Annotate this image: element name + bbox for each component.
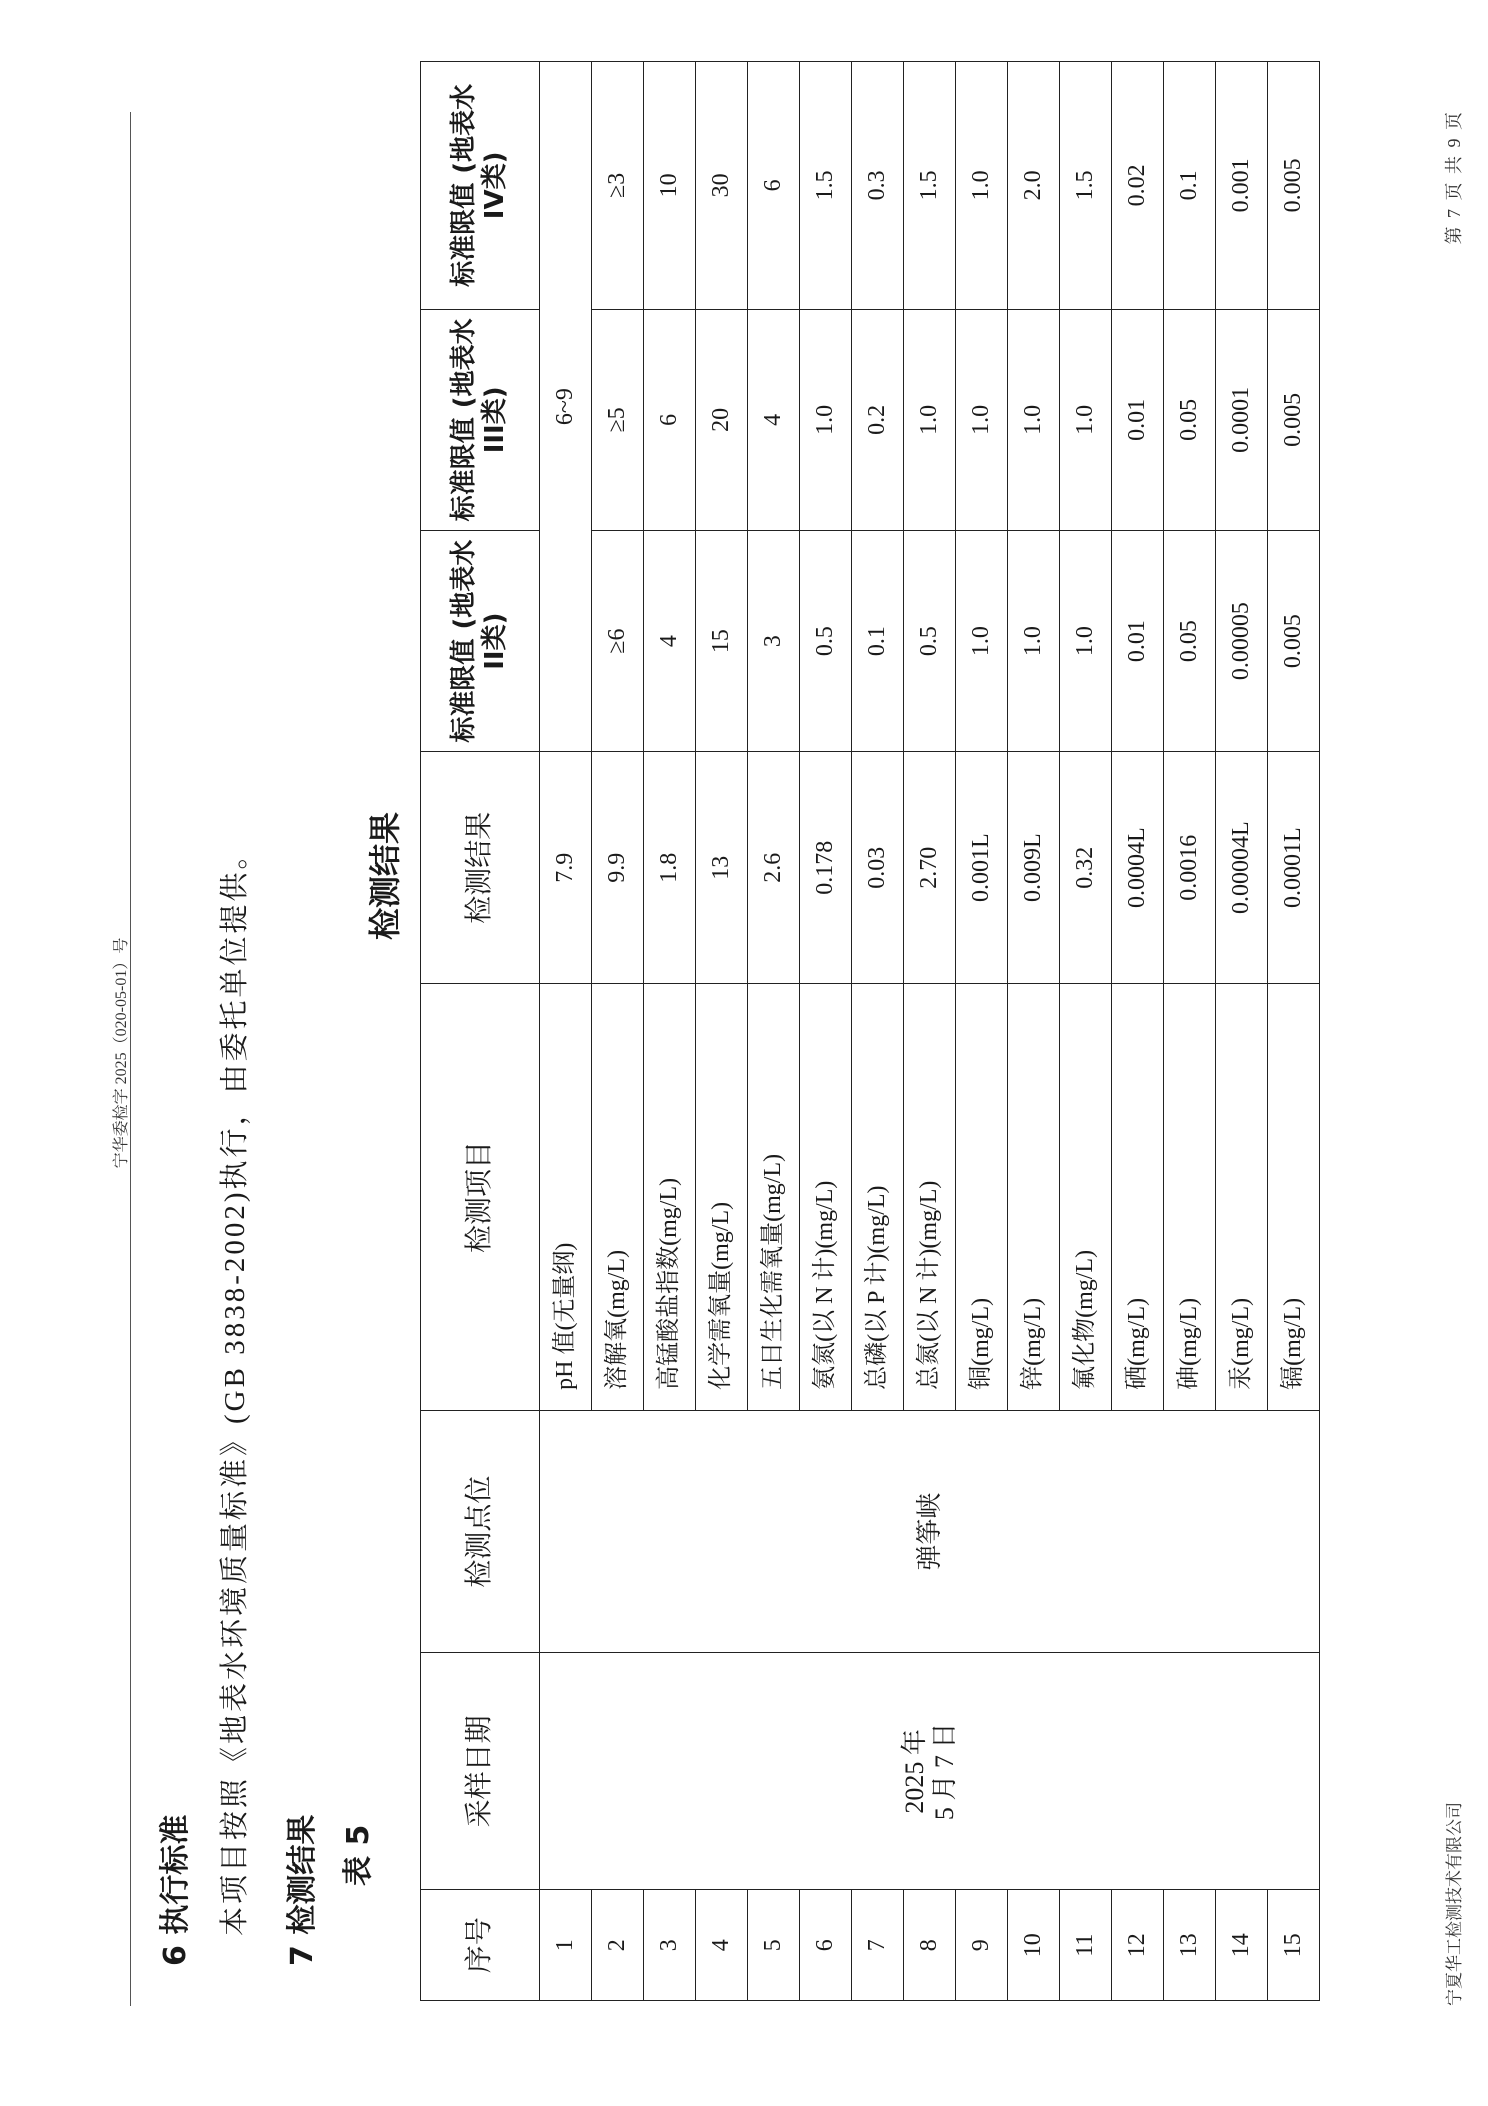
row-result: 2.6 (748, 752, 800, 984)
ph-limit-cell: 6~9 (540, 62, 592, 752)
row-result: 0.0001L (1268, 752, 1320, 984)
row-std-class-2: 0.01 (1112, 530, 1164, 751)
header-result: 检测结果 (421, 752, 540, 984)
row-std-class-3: 1.0 (1008, 309, 1060, 530)
header-std-class-2: 标准限值 (地表水 II类) (421, 530, 540, 751)
row-seq: 9 (956, 1890, 1008, 2001)
row-std-class-3: 0.01 (1112, 309, 1164, 530)
header-date: 采样日期 (421, 1653, 540, 1890)
row-item: 砷(mg/L) (1164, 984, 1216, 1411)
row-std-class-4: 0.3 (852, 62, 904, 310)
row-std-class-4: 1.5 (904, 62, 956, 310)
row-std-class-4: 0.005 (1268, 62, 1320, 310)
row-item: 汞(mg/L) (1216, 984, 1268, 1411)
table-header-row (421, 62, 540, 2001)
row-item: 硒(mg/L) (1112, 984, 1164, 1411)
row-std-class-2: 3 (748, 530, 800, 751)
row-std-class-2: 0.5 (800, 530, 852, 751)
row-seq: 1 (540, 1890, 592, 2001)
row-std-class-4: ≥3 (592, 62, 644, 310)
row-seq: 12 (1112, 1890, 1164, 2001)
row-item: 溶解氧(mg/L) (592, 984, 644, 1411)
row-result: 0.03 (852, 752, 904, 984)
row-result: 0.009L (1008, 752, 1060, 984)
sampling-date-day: 5 月 7 日 (929, 1722, 959, 1821)
row-seq: 13 (1164, 1890, 1216, 2001)
footer-page-number: 第 7 页 共 9 页 (1444, 110, 1464, 245)
row-item: 铜(mg/L) (956, 984, 1008, 1411)
table-body (540, 62, 1320, 2001)
row-std-class-4: 0.02 (1112, 62, 1164, 310)
row-seq: 11 (1060, 1890, 1112, 2001)
row-std-class-3: 1.0 (956, 309, 1008, 530)
row-std-class-2: 1.0 (956, 530, 1008, 751)
row-std-class-2: 15 (696, 530, 748, 751)
row-std-class-2: 0.5 (904, 530, 956, 751)
row-std-class-2: 0.05 (1164, 530, 1216, 751)
row-result: 13 (696, 752, 748, 984)
row-std-class-2: 1.0 (1008, 530, 1060, 751)
row-seq: 15 (1268, 1890, 1320, 2001)
row-std-class-2: 0.005 (1268, 530, 1320, 751)
row-std-class-2: ≥6 (592, 530, 644, 751)
site-cell: 弹筝峡 (540, 1410, 1320, 1652)
row-std-class-3: 0.2 (852, 309, 904, 530)
row-result: 0.0016 (1164, 752, 1216, 984)
row-item: 总氮(以 N 计)(mg/L) (904, 984, 956, 1411)
header-site: 检测点位 (421, 1410, 540, 1652)
row-result: 0.0004L (1112, 752, 1164, 984)
row-std-class-3: 6 (644, 309, 696, 530)
row-item: 氨氮(以 N 计)(mg/L) (800, 984, 852, 1411)
row-seq: 4 (696, 1890, 748, 2001)
row-std-class-4: 6 (748, 62, 800, 310)
row-std-class-4: 0.1 (1164, 62, 1216, 310)
row-std-class-2: 0.1 (852, 530, 904, 751)
row-result: 1.8 (644, 752, 696, 984)
header-seq: 序号 (421, 1890, 540, 2001)
row-std-class-4: 10 (644, 62, 696, 310)
sampling-date-cell (540, 1653, 1320, 1890)
results-table (420, 61, 1320, 2001)
row-result: 0.00004L (1216, 752, 1268, 984)
row-std-class-3: 1.0 (904, 309, 956, 530)
row-std-class-3: 1.0 (1060, 309, 1112, 530)
row-item: pH 值(无量纲) (540, 984, 592, 1411)
footer-company: 宁夏华工检测技术有限公司 (1445, 1802, 1464, 2006)
row-std-class-4: 2.0 (1008, 62, 1060, 310)
row-item: 五日生化需氧量(mg/L) (748, 984, 800, 1411)
row-std-class-4: 1.0 (956, 62, 1008, 310)
section-6-heading: 6 执行标准 (158, 1814, 193, 1966)
header-item: 检测项目 (421, 984, 540, 1411)
row-result: 0.178 (800, 752, 852, 984)
section-6-text: 本项目按照《地表水环境质量标准》(GB 3838-2002)执行，由委托单位提供。 (219, 837, 251, 1936)
row-seq: 3 (644, 1890, 696, 2001)
row-result: 2.70 (904, 752, 956, 984)
row-std-class-4: 1.5 (800, 62, 852, 310)
table-row (540, 62, 592, 2001)
row-seq: 6 (800, 1890, 852, 2001)
row-item: 氟化物(mg/L) (1060, 984, 1112, 1411)
row-seq: 14 (1216, 1890, 1268, 2001)
row-item: 镉(mg/L) (1268, 984, 1320, 1411)
row-item: 锌(mg/L) (1008, 984, 1060, 1411)
header-divider (130, 112, 131, 2006)
row-std-class-4: 0.001 (1216, 62, 1268, 310)
row-seq: 7 (852, 1890, 904, 2001)
row-seq: 2 (592, 1890, 644, 2001)
row-result: 9.9 (592, 752, 644, 984)
row-std-class-3: 1.0 (800, 309, 852, 530)
row-std-class-3: 0.0001 (1216, 309, 1268, 530)
row-std-class-4: 1.5 (1060, 62, 1112, 310)
row-result: 7.9 (540, 752, 592, 984)
header-std-class-4: 标准限值 (地表水 IV类) (421, 62, 540, 310)
table-label: 表 5 (341, 1824, 376, 1886)
row-result: 0.32 (1060, 752, 1112, 984)
row-result: 0.001L (956, 752, 1008, 984)
row-item: 化学需氧量(mg/L) (696, 984, 748, 1411)
row-std-class-2: 1.0 (1060, 530, 1112, 751)
row-std-class-3: 20 (696, 309, 748, 530)
sampling-date-year: 2025 年 (899, 1729, 929, 1814)
row-std-class-3: 0.05 (1164, 309, 1216, 530)
row-seq: 10 (1008, 1890, 1060, 2001)
row-std-class-4: 30 (696, 62, 748, 310)
report-reference-number: 宁华委检字 2025（020-05-01）号 (113, 937, 130, 1169)
row-std-class-3: 0.005 (1268, 309, 1320, 530)
row-std-class-2: 4 (644, 530, 696, 751)
row-item: 高锰酸盐指数(mg/L) (644, 984, 696, 1411)
row-std-class-2: 0.00005 (1216, 530, 1268, 751)
row-seq: 8 (904, 1890, 956, 2001)
row-std-class-3: ≥5 (592, 309, 644, 530)
header-std-class-3: 标准限值 (地表水 III类) (421, 309, 540, 530)
table-title: 检测结果 (366, 812, 404, 941)
row-std-class-3: 4 (748, 309, 800, 530)
section-7-heading: 7 检测结果 (285, 1814, 320, 1966)
row-item: 总磷(以 P 计)(mg/L) (852, 984, 904, 1411)
row-seq: 5 (748, 1890, 800, 2001)
